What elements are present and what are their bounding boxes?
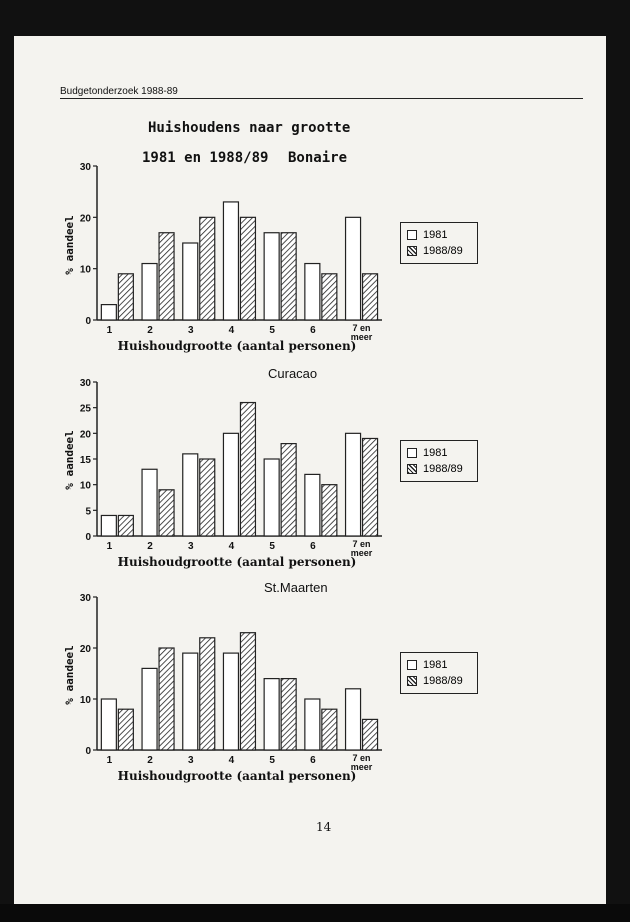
legend-label-1988-89: 1988/89 [423,675,463,687]
y-tick-label: 30 [79,162,91,173]
chart-bonaire [63,162,382,353]
bar-1988-89-cat-6 [322,274,337,320]
legend-item-1988-89 [407,673,471,689]
x-tick-label: 4 [228,541,235,552]
y-tick-label: 20 [79,429,91,441]
chart-st-maarten [63,593,382,783]
x-tick-label: 6 [310,755,316,766]
y-tick-label: 0 [85,746,91,757]
bar-1988-89-cat-6 [322,709,337,750]
bar-1988-89-cat-1 [118,274,133,320]
bar-1981-cat-2 [142,469,157,536]
chart-3-title: St.Maarten [264,580,328,595]
y-tick-label: 20 [79,644,91,655]
y-axis-label: % aandeel [63,215,76,275]
bar-1981-cat-2 [142,668,157,750]
bar-1981-cat-5 [264,233,279,320]
bar-1988-89-cat-1 [118,709,133,750]
bar-1981-cat-6 [305,474,320,536]
x-tick-label: 1 [106,325,113,336]
bar-1981-cat-5 [264,459,279,536]
legend-item-1988-89 [407,243,471,259]
chart-1-region: Bonaire [288,150,348,166]
bar-1981-cat-6 [305,699,320,750]
bar-1981-cat-7 [346,689,361,750]
bar-1988-89-cat-2 [159,490,174,536]
bar-1988-89-cat-3 [200,638,215,750]
bar-1988-89-cat-5 [281,679,296,750]
y-tick-label: 0 [85,316,91,327]
x-tick-label: 1 [106,541,113,552]
bar-1988-89-cat-7 [363,438,378,536]
bar-1981-cat-6 [305,264,320,320]
chart-2-title: Curacao [268,366,318,381]
y-tick-label: 20 [79,213,91,225]
bar-1988-89-cat-4 [240,633,255,750]
bar-1988-89-cat-5 [281,233,296,320]
bar-1981-cat-1 [101,515,116,536]
bar-1988-89-cat-2 [159,233,174,320]
x-tick-label: 6 [310,325,316,336]
x-tick-label: 7 en meer [350,323,373,342]
y-tick-label: 0 [85,532,91,543]
legend-swatch-1981 [407,660,417,670]
bar-1988-89-cat-6 [322,485,337,536]
legend-label-1988-89: 1988/89 [423,463,463,475]
bar-1981-cat-1 [101,305,116,320]
bar-1981-cat-4 [223,202,238,320]
y-tick-label: 10 [79,480,91,492]
x-tick-label: 6 [310,541,316,552]
x-tick-label: 2 [147,541,153,552]
x-tick-label: 5 [269,541,275,552]
page-number: 14 [316,820,332,834]
bar-1981-cat-2 [142,264,157,320]
x-tick-label: 7 en meer [350,753,373,772]
legend-label-1981: 1981 [423,447,448,459]
x-tick-label: 2 [147,325,153,336]
y-tick-label: 5 [85,506,91,518]
bar-1981-cat-3 [183,243,198,320]
bar-1988-89-cat-7 [363,719,378,750]
scan-border [0,904,630,922]
bar-1988-89-cat-3 [200,459,215,536]
legend-swatch-1988-89 [407,464,417,474]
x-tick-label: 2 [147,755,153,766]
legend-swatch-1988-89 [407,676,417,686]
chart-curacao [63,378,382,569]
bar-1981-cat-7 [346,433,361,536]
legend-label-1981: 1981 [423,229,448,241]
x-tick-label: 3 [187,755,194,766]
y-tick-label: 30 [79,593,91,604]
bar-1981-cat-3 [183,653,198,750]
y-tick-label: 10 [79,695,91,706]
legend-label-1988-89: 1988/89 [423,245,463,257]
x-tick-label: 3 [187,325,194,336]
header-title: Budgetonderzoek 1988-89 [60,86,178,97]
x-axis-label: Huishoudgrootte (aantal personen) [117,339,357,353]
bar-1988-89-cat-5 [281,444,296,536]
x-tick-label: 4 [228,325,235,336]
bar-1981-cat-4 [223,433,238,536]
x-tick-label: 5 [269,755,275,766]
y-axis-label: % aandeel [63,430,76,490]
bar-1988-89-cat-1 [118,515,133,536]
chart-3-legend [400,652,478,694]
chart-1-title: Huishoudens naar grootte [148,120,351,136]
y-axis-label: % aandeel [63,645,76,705]
y-tick-label: 15 [79,455,91,466]
legend-item-1981 [407,227,471,243]
y-tick-label: 25 [79,403,91,415]
legend-item-1981 [407,445,471,461]
x-tick-label: 7 en meer [350,539,373,558]
bar-1988-89-cat-4 [240,403,255,536]
bar-1988-89-cat-3 [200,217,215,320]
bar-1981-cat-3 [183,454,198,536]
x-axis-label: Huishoudgrootte (aantal personen) [117,769,357,783]
x-axis-label: Huishoudgrootte (aantal personen) [117,555,357,569]
legend-item-1981 [407,657,471,673]
bar-1981-cat-4 [223,653,238,750]
bar-1988-89-cat-4 [240,217,255,320]
legend-swatch-1988-89 [407,246,417,256]
x-tick-label: 4 [228,755,235,766]
legend-swatch-1981 [407,448,417,458]
legend-label-1981: 1981 [423,659,448,671]
chart-1-legend [400,222,478,264]
legend-swatch-1981 [407,230,417,240]
bar-1988-89-cat-2 [159,648,174,750]
chart-1-subtitle: 1981 en 1988/89 [142,150,269,166]
y-tick-label: 10 [79,264,91,276]
bar-1981-cat-1 [101,699,116,750]
legend-item-1988-89 [407,461,471,477]
x-tick-label: 3 [187,541,194,552]
chart-2-legend [400,440,478,482]
bar-1988-89-cat-7 [363,274,378,320]
bar-1981-cat-7 [346,217,361,320]
x-tick-label: 1 [106,755,113,766]
x-tick-label: 5 [269,325,275,336]
y-tick-label: 30 [79,378,91,389]
bar-1981-cat-5 [264,679,279,750]
